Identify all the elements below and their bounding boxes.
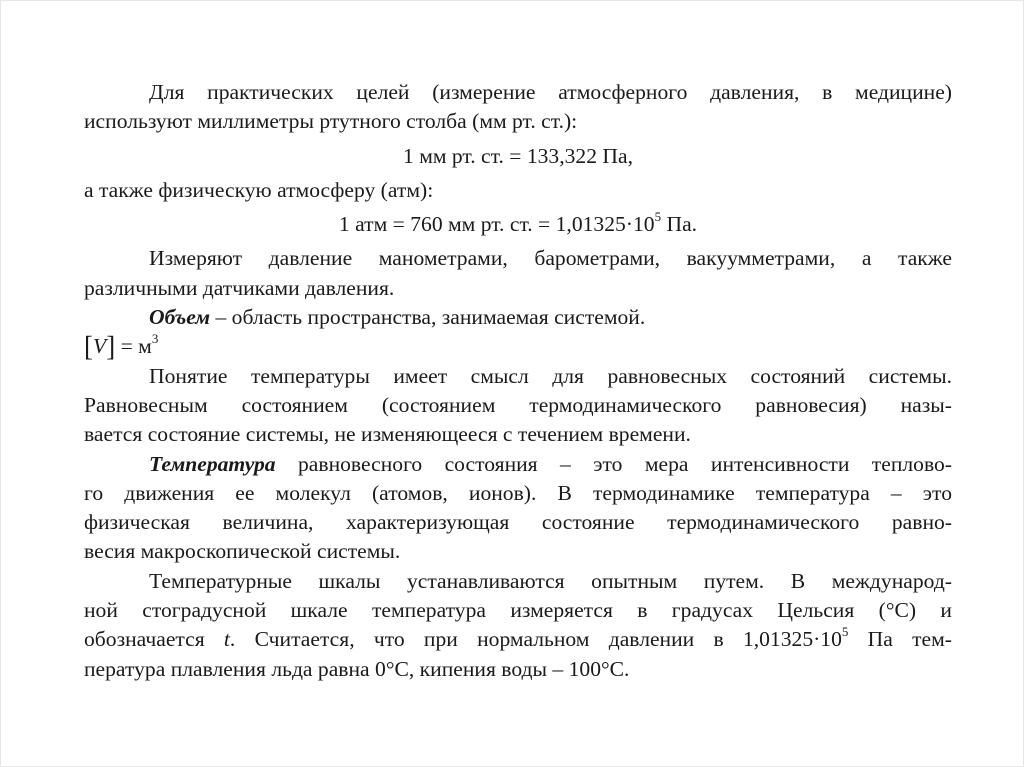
- text: весия макроскопической системы.: [84, 539, 401, 564]
- text: пература плавления льда равна 0°С, кипения воды – 100°С.: [84, 656, 630, 681]
- text: Па тем-: [848, 627, 952, 652]
- text: . Считается, что при нормальном давлении в 1,01325·10: [229, 627, 842, 652]
- text: используют миллиметры ртутного столба (мм рт. ст.):: [84, 109, 578, 134]
- formula-text: Па.: [661, 212, 698, 237]
- paragraph-line: [84, 508, 952, 537]
- text: вается состояние системы, не изменяющееся с течением времени.: [84, 422, 691, 447]
- text: Понятие температуры имеет смысл для равновесных состояний системы.: [149, 363, 952, 388]
- variable: V: [93, 334, 107, 359]
- paragraph-line: [84, 479, 952, 508]
- text: Равновесным состоянием (состоянием термодинамического равновесия) назы-: [84, 392, 952, 417]
- text: обозначается: [84, 627, 224, 652]
- variable: t: [223, 627, 230, 652]
- formula-text: 1 мм рт. ст. = 133,322 Па,: [403, 143, 633, 168]
- text: физическая величина, характеризующая состояние термодинамического равно-: [84, 510, 952, 535]
- exponent: 5: [654, 209, 662, 224]
- term-volume: Объем: [149, 305, 211, 330]
- paragraph-line: [84, 274, 952, 303]
- paragraph-line: [84, 537, 952, 566]
- text: ной стоградусной шкале температура измеряется в градусах Цельсия (°С) и: [84, 598, 952, 623]
- paragraph-line: [84, 176, 952, 205]
- document-page: [84, 78, 952, 684]
- formula-line: [84, 210, 952, 239]
- bracket-right: ]: [106, 330, 116, 363]
- exponent: 5: [841, 624, 849, 640]
- text: Температурные шкалы устанавливаются опытным путем. В международ-: [149, 568, 952, 593]
- paragraph-line: [84, 244, 952, 273]
- text: различными датчиками давления.: [84, 275, 395, 300]
- paragraph-line: [84, 107, 952, 136]
- paragraph-line: [84, 303, 952, 332]
- paragraph-line: [84, 420, 952, 449]
- text: – область пространства, занимаемая системой.: [210, 305, 646, 330]
- paragraph-line: [84, 567, 952, 596]
- text: Измеряют давление манометрами, барометрами, вакуумметрами, а также: [149, 246, 952, 271]
- paragraph-line: [84, 362, 952, 391]
- bracket-left: [: [84, 330, 93, 363]
- text: го движения ее молекул (атомов, ионов). В термодинамике температура – это: [84, 480, 952, 505]
- paragraph-line: [84, 450, 952, 479]
- exponent: 3: [151, 331, 159, 347]
- formula-text: 1 атм = 760 мм рт. ст. = 1,01325·10: [338, 212, 655, 237]
- paragraph-line: [84, 625, 952, 654]
- formula-line: [84, 332, 952, 361]
- text: а также физическую атмосферу (атм):: [84, 177, 434, 202]
- text: равновесного состояния – это мера интенсивности теплово-: [275, 451, 952, 476]
- paragraph-line: [84, 78, 952, 107]
- formula-text: = м: [115, 334, 152, 359]
- paragraph-line: [84, 655, 952, 684]
- text: Для практических целей (измерение атмосферного давления, в медицине): [149, 80, 952, 104]
- formula-line: [84, 142, 952, 171]
- term-temperature: Температура: [149, 451, 276, 476]
- paragraph-line: [84, 391, 952, 420]
- paragraph-line: [84, 596, 952, 625]
